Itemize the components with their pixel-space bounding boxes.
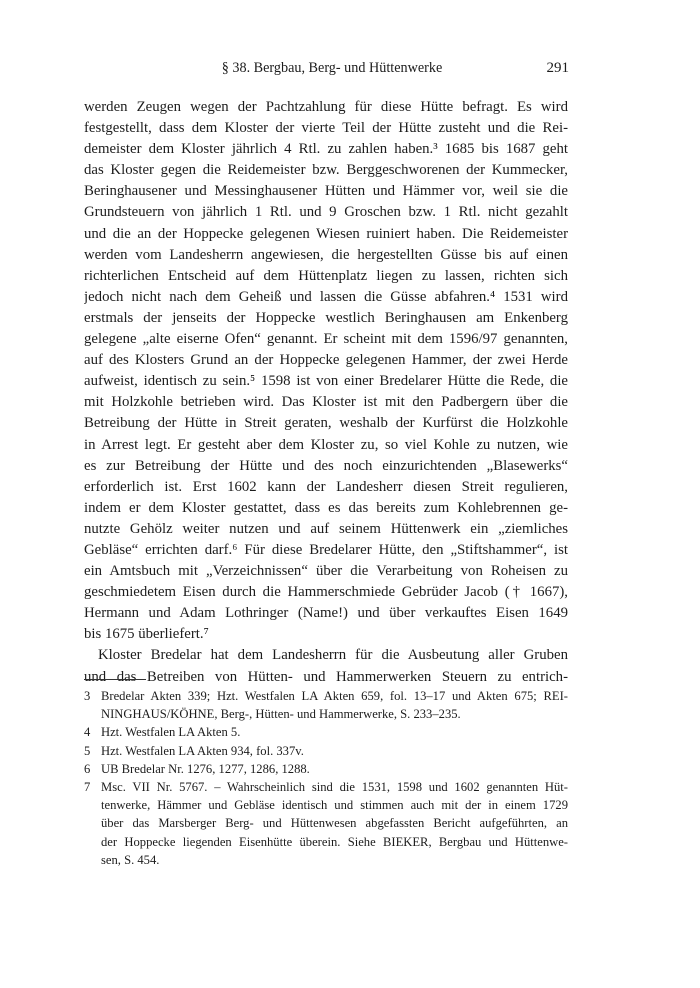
text-line: Gebläse“ errichten darf.⁶ Für diese Bredelarer Hütte, den „Stiftshammer“, ist xyxy=(84,541,568,558)
text-line: richterlichen Entscheid auf dem Hüttenplatz liegen zu lassen, richten sich xyxy=(84,267,568,284)
text-line: und die an der Hoppecke gelegenen Wiesen ruiniert haben. Die Reidemeister xyxy=(84,225,568,242)
footnote-line: tenwerke, Hämmer und Gebläse identisch und stimmen auch mit der in einem 1729 xyxy=(101,798,568,813)
text-line: indem er dem Kloster gestattet, dass es das bereits zum Kohlebrennen ge- xyxy=(84,499,568,516)
footnote-line: Hzt. Westfalen LA Akten 5. xyxy=(101,725,241,740)
footnote-line: UB Bredelar Nr. 1276, 1277, 1286, 1288. xyxy=(101,761,310,776)
page-header xyxy=(95,60,569,82)
running-title: § 38. Bergbau, Berg- und Hüttenwerke xyxy=(221,60,443,76)
text-line: und das Betreiben von Hütten- und Hammerwerken Steuern zu entrich- xyxy=(84,668,568,685)
text-line: Betreibung der Hütte in Streit geraten, weshalb der Kurfürst die Holzkohle xyxy=(84,415,568,432)
footnote-line: Bredelar Akten 339; Hzt. Westfalen LA Akten 659, fol. 13–17 und Akten 675; REI- xyxy=(101,689,568,703)
text-line: Grundsteuern von jährlich 1 Rtl. und 9 Groschen bzw. 1 Rtl. nicht gezahlt xyxy=(84,204,568,221)
text-line: es zur Betreibung der Hütte und des noch einzurichtenden „Blasewerks“ xyxy=(84,457,568,474)
text-line: das Kloster gegen die Reidemeister bzw. Berggeschworenen der Kummecker, xyxy=(84,162,568,179)
footnote-number: 7 xyxy=(84,779,91,794)
text-line: Beringhausener und Messinghausener Hütten und Hämmer vor, weil sie die xyxy=(84,183,568,200)
footnote-line: der Hoppecke liegenden Eisenhütte überein. Siehe BIEKER, Bergbau und Hüttenwe- xyxy=(101,834,568,849)
text-line: erforderlich ist. Erst 1602 kann der Landesherr diesen Streit regulieren, xyxy=(84,478,568,495)
footnote-line: Msc. VII Nr. 5767. – Wahrscheinlich sind die 1531, 1598 und 1602 genannten Hüt- xyxy=(101,779,568,794)
text-line: mit Holzkohle betrieben wird. Das Kloster ist mit den Padbergern über die xyxy=(84,394,568,411)
footnotes xyxy=(84,687,568,869)
footnote-line: über das Marsberger Berg- und Hüttenwesen abgefassten Bericht aufgeführten, an xyxy=(101,816,568,831)
text-line: werden Zeugen wegen der Pachtzahlung für diese Hütte befragt. Es wird xyxy=(84,99,568,115)
footnote-divider xyxy=(84,679,146,680)
footnote-line: NINGHAUS/KÖHNE, Berg-, Hütten- und Hammerwerke, S. 233–235. xyxy=(101,707,461,722)
footnote xyxy=(84,742,568,760)
footnote xyxy=(84,760,568,778)
text-line: erstmals der jenseits der Hoppecke westlich Beringhausen am Enkenberg xyxy=(84,309,568,326)
footnote-number: 6 xyxy=(84,761,91,776)
text-line: in Arrest legt. Er gesteht aber dem Kloster zu, so viel Kohle zu nutzen, wie xyxy=(84,436,568,453)
text-line: ein Amtsbuch mit „Verzeichnissen“ über die Verarbeitung von Roheisen zu xyxy=(84,563,568,580)
footnote xyxy=(84,778,568,869)
footnote-number: 5 xyxy=(84,743,91,758)
text-line: aufweist, identisch zu sein.⁵ 1598 ist von einer Bredelarer Hütte die Rede, die xyxy=(84,373,568,390)
page-number: 291 xyxy=(546,60,569,76)
text-line: auf des Klosters Grund an der Hoppecke gelegenen Hammer, der zwei Herde xyxy=(84,352,568,369)
footnote-number: 3 xyxy=(84,689,91,703)
text-line: werden vom Landesherrn angewiesen, die hergestellten Güsse bis auf einen xyxy=(84,246,568,263)
text-line: jedoch nicht nach dem Geheiß und lassen die Güsse abfahren.⁴ 1531 wird xyxy=(84,288,568,305)
footnote xyxy=(84,687,568,723)
text-line: Hermann und Adam Lothringer (Name!) und über verkauftes Eisen 1649 xyxy=(84,605,568,622)
text-line: gelegene „alte eiserne Ofen“ genannt. Er scheint mit dem 1596/97 genannten, xyxy=(84,331,568,348)
text-line: bis 1675 überliefert.⁷ xyxy=(84,626,209,643)
text-line: demeister dem Kloster jährlich 4 Rtl. zu zahlen haben.³ 1685 bis 1687 geht xyxy=(84,141,568,158)
text-line: nutzte Gehölz weiter nutzen und auf seinem Hüttenwerk ein „ziemliches xyxy=(84,520,568,537)
footnote-line: Hzt. Westfalen LA Akten 934, fol. 337v. xyxy=(101,743,304,758)
footnote-line: sen, S. 454. xyxy=(101,852,160,867)
text-line: Kloster Bredelar hat dem Landesherrn für die Ausbeutung aller Gruben xyxy=(98,647,568,664)
text-line: festgestellt, dass dem Kloster der vierte Teil der Hütte zusteht und die Rei- xyxy=(84,120,568,137)
main-text xyxy=(84,97,568,688)
text-line: geschmiedetem Eisen durch die Hammerschmiede Gebrüder Jacob († 1667), xyxy=(84,584,568,601)
footnote xyxy=(84,723,568,741)
footnote-number: 4 xyxy=(84,725,91,740)
